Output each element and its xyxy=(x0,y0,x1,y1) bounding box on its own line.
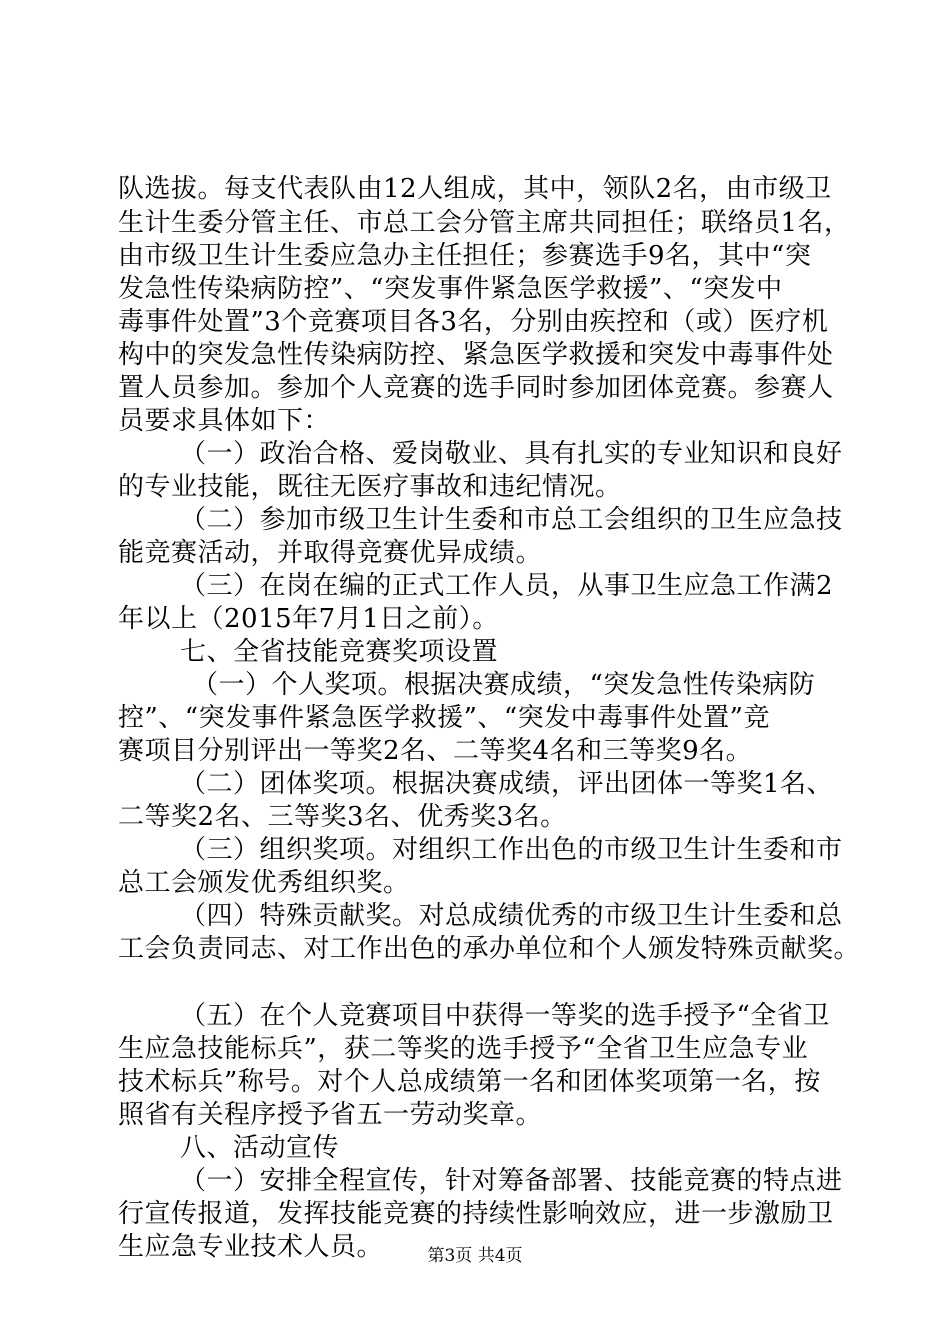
body-line: （一）个人奖项。根据决赛成绩，“突发急性传染病防 xyxy=(192,670,816,700)
body-line: 由市级卫生计生委应急办主任担任；参赛选手9名，其中“突 xyxy=(118,241,812,271)
body-line: 生计生委分管主任、市总工会分管主席共同担任；联络员1名， xyxy=(118,208,851,238)
body-line: 发急性传染病防控”、“突发事件紧急医学救援”、“突发中 xyxy=(118,274,783,304)
body-line: （三）组织奖项。对组织工作出色的市级卫生计生委和市 xyxy=(180,835,843,865)
body-line: 行宣传报道，发挥技能竞赛的持续性影响效应，进一步激励卫 xyxy=(118,1199,834,1229)
body-line: 总工会颁发优秀组织奖。 xyxy=(118,868,410,898)
page-footer: 第3页 共4页 xyxy=(427,1246,523,1266)
body-line: （一）政治合格、爱岗敬业、具有扎实的专业知识和良好 xyxy=(180,439,843,469)
body-line: 赛项目分别评出一等奖2名、二等奖4名和三等奖9名。 xyxy=(118,736,753,766)
body-line: 工会负责同志、对工作出色的承办单位和个人颁发特殊贡献奖。 xyxy=(118,934,861,964)
body-line: （一）安排全程宣传，针对筹备部署、技能竞赛的特点进 xyxy=(180,1166,843,1196)
section-heading: 八、活动宣传 xyxy=(180,1133,340,1163)
body-line: 技术标兵”称号。对个人总成绩第一名和团体奖项第一名，按 xyxy=(118,1067,821,1097)
body-line: 的专业技能，既往无医疗事故和违纪情况。 xyxy=(118,472,622,502)
body-line: （二）参加市级卫生计生委和市总工会组织的卫生应急技 xyxy=(180,505,843,535)
body-line: 队选拔。每支代表队由12人组成，其中，领队2名，由市级卫 xyxy=(118,174,832,204)
body-line: 构中的突发急性传染病防控、紧急医学救援和突发中毒事件处 xyxy=(118,340,834,370)
body-line: 二等奖2名、三等奖3名、优秀奖3名。 xyxy=(118,802,567,832)
body-line: （四）特殊贡献奖。对总成绩优秀的市级卫生计生委和总 xyxy=(180,901,843,931)
body-line: 照省有关程序授予省五一劳动奖章。 xyxy=(118,1100,543,1130)
body-line: 毒事件处置”3个竞赛项目各3名，分别由疾控和（或）医疗机 xyxy=(118,307,829,337)
body-line: 能竞赛活动，并取得竞赛优异成绩。 xyxy=(118,538,543,568)
section-heading: 七、全省技能竞赛奖项设置 xyxy=(180,637,499,667)
body-line: （三）在岗在编的正式工作人员，从事卫生应急工作满2 xyxy=(180,571,834,601)
body-line: 年以上（2015年7月1日之前）。 xyxy=(118,604,499,634)
body-line: （二）团体奖项。根据决赛成绩，评出团体一等奖1名、 xyxy=(180,769,834,799)
body-line: 生应急技能标兵”，获二等奖的选手授予“全省卫生应急专业 xyxy=(118,1034,809,1064)
body-line: 置人员参加。参加个人竞赛的选手同时参加团体竞赛。参赛人 xyxy=(118,373,834,403)
body-line: 生应急专业技术人员。 xyxy=(118,1232,384,1262)
body-line: 控”、“突发事件紧急医学救援”、“突发中毒事件处置”竞 xyxy=(118,703,770,733)
body-line: 员要求具体如下： xyxy=(118,406,331,436)
body-line: （五）在个人竞赛项目中获得一等奖的选手授予“全省卫 xyxy=(180,1001,830,1031)
